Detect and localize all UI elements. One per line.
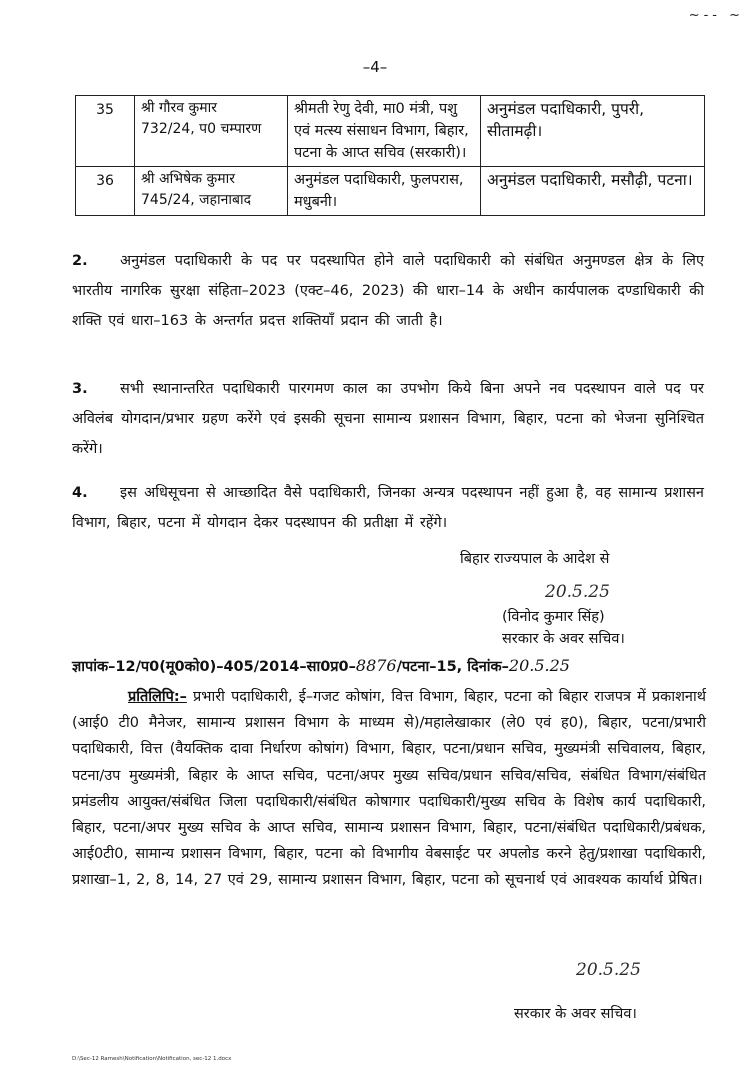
paragraph-3 <box>72 374 704 464</box>
officer-title: सरकार के अवर सचिव। <box>502 631 625 647</box>
signature: 20.5.25 <box>545 582 610 602</box>
table-row <box>76 167 705 216</box>
officer-batch: 745/24, जहानाबाद <box>141 192 252 208</box>
file-path: D:\Sec-12 Ramesh\Notification\Notification, sec-12 1.docx <box>72 1056 232 1062</box>
posting-table <box>75 95 705 216</box>
memo-date: 20.5.25 <box>508 656 570 675</box>
memo-place: /पटना–15, दिनांक– <box>396 659 509 675</box>
copy-caption: प्रतिलिपि:– <box>128 689 187 705</box>
table-row <box>76 96 705 167</box>
memo-number-line <box>72 656 722 676</box>
officer-batch: 732/24, प0 चम्पारण <box>141 121 262 137</box>
new-post: अनुमंडल पदाधिकारी, पुपरी, सीतामढ़ी। <box>481 96 705 167</box>
current-post: अनुमंडल पदाधिकारी, फुलपरास, मधुबनी। <box>288 167 481 216</box>
officer-name: (विनोद कुमार सिंह) <box>502 609 605 625</box>
current-post: श्रीमती रेणु देवी, मा0 मंत्री, पशु एवं मत्स्य संसाधन विभाग, बिहार, पटना के आप्त सचिव (सरकारी)। <box>288 96 481 167</box>
officer-name: श्री अभिषेक कुमार <box>141 171 235 187</box>
officer-name: श्री गौरव कुमार <box>141 100 217 116</box>
page-number: –4– <box>362 58 388 76</box>
paragraph-number: 2. <box>72 253 88 269</box>
paragraph-text: इस अधिसूचना से आच्छादित वैसे पदाधिकारी, जिनका अन्यत्र पदस्थापन नहीं हुआ है, वह सामान्य प्रशासन विभाग, बिहार, पटना में योगदान देकर पदस्थापन की प्रतीक्षा में रहेंगे। <box>72 485 704 531</box>
paragraph-number: 4. <box>72 485 88 501</box>
corner-mark: ~-- ~ <box>688 8 744 23</box>
paragraph-text: अनुमंडल पदाधिकारी के पद पर पदस्थापित होने वाले पदाधिकारी को संबंधित अनुमण्डल क्षेत्र के लिए भारतीय नागरिक सुरक्षा संहिता–2023 (एक्ट–46, 2023) की धारा–14 के अधीन कार्यपालक दण्डाधिकारी की शक्ति एवं धारा–163 के अन्तर्गत प्रदत्त शक्तियाँ प्रदान की जाती है। <box>72 253 704 329</box>
serial-number: 36 <box>76 167 135 216</box>
copy-text: प्रभारी पदाधिकारी, ई–गजट कोषांग, वित्त विभाग, बिहार, पटना को बिहार राजपत्र में प्रकाशनार्थ (आई0 टी0 मैनेजर, सामान्य प्रशासन विभाग के माध्यम से)/महालेखाकार (ले0 एवं ह0), बिहार, पटना/प्रभारी पदाधिकारी, वित्त (वैयक्तिक दावा निर्धारण कोषांग) विभाग, बिहार, पटना/प्रधान सचिव, मुख्यमंत्री सचिवालय, बिहार, पटना/उप मुख्यमंत्री, बिहार के आप्त सचिव, पटना/अपर मुख्य सचिव/प्रधान सचिव/सचिव, संबंधित विभाग/संबंधित प्रमंडलीय आयुक्त/संबंधित जिला पदाधिकारी/संबंधित कोषागार पदाधिकारी/मुख्य सचिव के विशेष कार्य पदाधिकारी, बिहार, पटना/अपर मुख्य सचिव के आप्त सचिव, सामान्य प्रशासन विभाग, बिहार, पटना/संबंधित पदाधिकारी/प्रबंधक, आई0टी0, सामान्य प्रशासन विभाग, बिहार, पटना को विभागीय वेबसाईट पर अपलोड करने हेतु/प्रशाखा पदाधिकारी, प्रशाखा–1, 2, 8, 14, 27 एवं 29, सामान्य प्रशासन विभाग, बिहार, पटना को सूचनार्थ एवं आवश्यक कार्यार्थ प्रेषित। <box>72 689 706 889</box>
paragraph-4 <box>72 478 704 538</box>
memo-number: 8876 <box>355 656 397 675</box>
order-line: बिहार राज्यपाल के आदेश से <box>460 551 610 567</box>
signature: 20.5.25 <box>576 960 641 980</box>
memo-prefix: ज्ञापांक–12/प0(मू0को0)–405/2014–सा0प्र0– <box>72 659 356 675</box>
paragraph-number: 3. <box>72 381 88 397</box>
serial-number: 35 <box>76 96 135 167</box>
officer-title: सरकार के अवर सचिव। <box>514 1006 637 1022</box>
paragraph-text: सभी स्थानान्तरित पदाधिकारी पारगमण काल का उपभोग किये बिना अपने नव पदस्थापन वाले पद पर अविलंब योगदान/प्रभार ग्रहण करेंगे एवं इसकी सूचना सामान्य प्रशासन विभाग, बिहार, पटना को भेजना सुनिश्चित करेंगे। <box>72 381 704 457</box>
officer-cell <box>135 167 288 216</box>
paragraph-2 <box>72 246 704 336</box>
new-post: अनुमंडल पदाधिकारी, मसौढ़ी, पटना। <box>481 167 705 216</box>
officer-cell <box>135 96 288 167</box>
signatory-block <box>502 606 712 650</box>
copy-to-paragraph <box>72 684 706 894</box>
